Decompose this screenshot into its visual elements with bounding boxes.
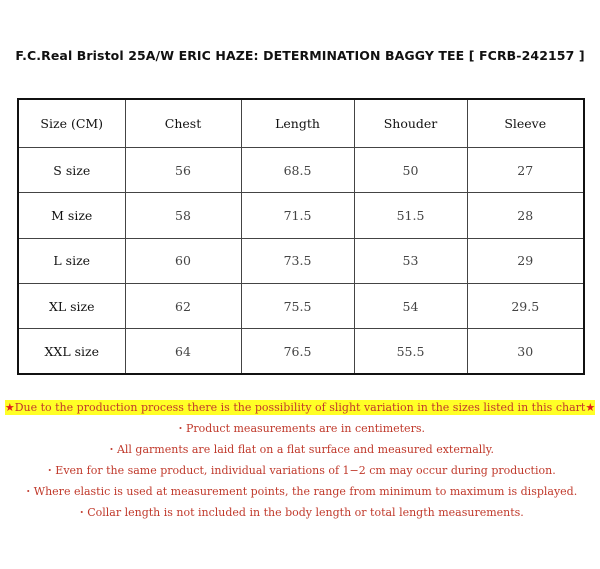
bullet-icon: ・: [175, 422, 187, 435]
length-value: 73.5: [241, 238, 354, 283]
shoulder-value: 54: [354, 283, 467, 328]
column-header-chest: Chest: [125, 99, 241, 148]
column-header-shoulder: Shouder: [354, 99, 467, 148]
highlighted-note: [0, 399, 600, 420]
shoulder-value: 51.5: [354, 193, 467, 238]
note-text: All garments are laid flat on a flat surface and measured externally.: [116, 443, 495, 456]
table-row: [18, 148, 584, 193]
sleeve-value: 29: [467, 238, 584, 283]
sleeve-value: 29.5: [467, 283, 584, 328]
shoulder-value: 55.5: [354, 329, 467, 374]
size-label: XXL size: [18, 329, 125, 374]
note-text: Collar length is not included in the body length or total length measurements.: [87, 506, 524, 519]
note-item: [0, 441, 600, 462]
column-header-size: Size (CM): [18, 99, 125, 148]
shoulder-value: 53: [354, 238, 467, 283]
column-header-length: Length: [241, 99, 354, 148]
column-header-sleeve: Sleeve: [467, 99, 584, 148]
chest-value: 62: [125, 283, 241, 328]
bullet-icon: ・: [105, 443, 117, 456]
table-header-row: [18, 99, 584, 148]
note-item: [0, 420, 600, 441]
size-label: XL size: [18, 283, 125, 328]
chest-value: 64: [125, 329, 241, 374]
note-item: [0, 462, 600, 483]
page-title: F.C.Real Bristol 25A/W ERIC HAZE: DETERMINATION BAGGY TEE [ FCRB-242157 ]: [15, 48, 585, 63]
highlight-band: [5, 400, 595, 415]
table-row: [18, 283, 584, 328]
bullet-icon: ・: [44, 464, 56, 477]
star-icon: ★: [4, 401, 15, 414]
note-text: Even for the same product, individual variations of 1−2 cm may occur during production.: [55, 464, 556, 477]
length-value: 75.5: [241, 283, 354, 328]
chest-value: 58: [125, 193, 241, 238]
length-value: 71.5: [241, 193, 354, 238]
chest-value: 56: [125, 148, 241, 193]
table-row: [18, 193, 584, 238]
sleeve-value: 30: [467, 329, 584, 374]
note-text: Product measurements are in centimeters.: [186, 422, 425, 435]
size-label: M size: [18, 193, 125, 238]
star-icon: ★: [585, 401, 596, 414]
table-row: [18, 238, 584, 283]
shoulder-value: 50: [354, 148, 467, 193]
sleeve-value: 27: [467, 148, 584, 193]
size-label: L size: [18, 238, 125, 283]
bullet-icon: ・: [22, 485, 34, 498]
bullet-icon: ・: [76, 506, 88, 519]
note-item: [0, 483, 600, 504]
note-text: Where elastic is used at measurement points, the range from minimum to maximum is displayed.: [33, 485, 578, 498]
length-value: 68.5: [241, 148, 354, 193]
note-item: [0, 504, 600, 525]
size-chart-table: [17, 98, 585, 375]
highlight-text: Due to the production process there is the possibility of slight variation in the sizes listed in this chart: [14, 401, 586, 414]
size-notes: [0, 399, 600, 525]
table-row: [18, 329, 584, 374]
sleeve-value: 28: [467, 193, 584, 238]
size-label: S size: [18, 148, 125, 193]
length-value: 76.5: [241, 329, 354, 374]
chest-value: 60: [125, 238, 241, 283]
